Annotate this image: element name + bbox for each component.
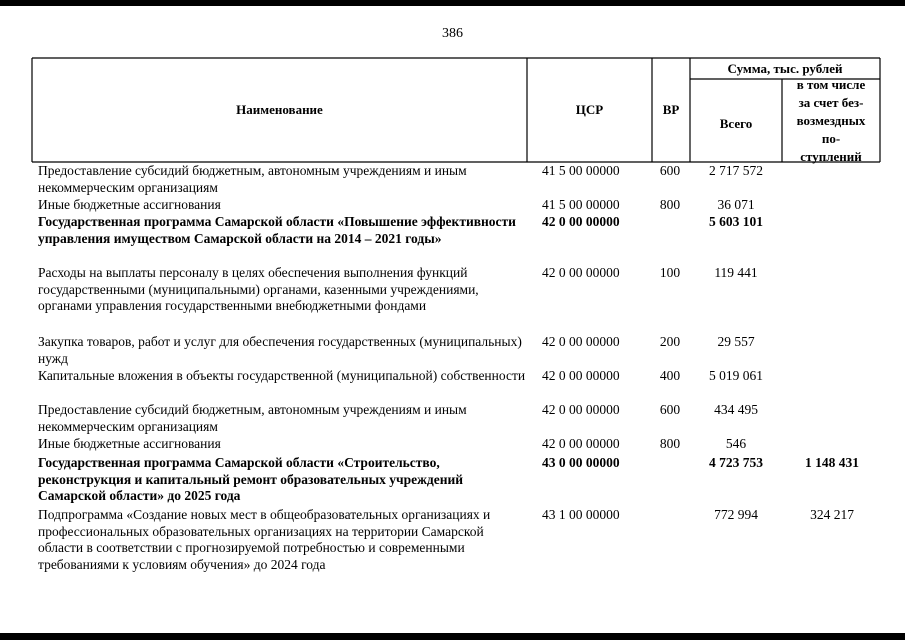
row-csr: 43 1 00 00000 [542,507,620,522]
row-csr: 41 5 00 00000 [542,163,620,178]
row-name: Закупка товаров, работ и услуг для обеспечения государственных (муниципальных) нужд [38,334,522,366]
row-vr: 600 [659,402,681,417]
header-grants-line: ступлений [800,148,862,164]
row-name: Предоставление субсидий бюджетным, автономным учреждениям и иным некоммерческим организациям [38,402,467,434]
row-vr: 800 [659,197,681,212]
row-total: 5 603 101 [709,214,763,229]
header-grants [782,76,880,164]
row-vr: 400 [659,368,681,383]
row-name: Государственная программа Самарской области «Повышение эффективности управления имуществом Самарской области на 2014 – 2021 годы» [38,214,516,246]
row-total: 4 723 753 [709,455,763,470]
row-csr: 41 5 00 00000 [542,197,620,212]
row-name: Иные бюджетные ассигнования [38,197,221,212]
header-total: Всего [719,115,753,131]
row-total: 434 495 [714,402,758,417]
header-vr: ВР [662,102,680,117]
header-sum: Сумма, тыс. рублей [727,60,843,76]
row-csr: 43 0 00 00000 [542,455,620,470]
row-name: Государственная программа Самарской области «Строительство, реконструкция и капитальный ремонт образовательных учреждений Самарской области» до 2025 года [38,455,464,503]
header-csr: ЦСР [575,102,604,117]
page-number: 386 [442,26,463,41]
header-name: Наименование [236,102,323,117]
row-name: Предоставление субсидий бюджетным, автономным учреждениям и иным некоммерческим организациям [38,163,467,195]
row-csr: 42 0 00 00000 [542,265,620,280]
header-grants-line: возмездных [796,112,866,128]
row-name: Подпрограмма «Создание новых мест в общеобразовательных организациях и профессиональных образовательных организациях на территории Самарской области в соответствии с прогнозируемой потребностью и современными требованиями к условиям обучения» до 2024 года [38,507,491,572]
row-grants: 1 148 431 [805,455,859,470]
row-total: 2 717 572 [709,163,763,178]
header-grants-line: в том числе [796,76,866,92]
row-grants: 324 217 [810,507,854,522]
header-grants-line: за счет без- [798,94,864,110]
row-total: 546 [725,436,747,451]
row-csr: 42 0 00 00000 [542,368,620,383]
row-name: Расходы на выплаты персоналу в целях обеспечения выполнения функций государственными (муниципальными) органами, казенными учреждениями, органами управления государственными внебюджетными фондами [38,265,479,313]
row-name: Иные бюджетные ассигнования [38,436,221,451]
row-total: 5 019 061 [709,368,763,383]
row-vr: 800 [659,436,681,451]
row-vr: 100 [659,265,681,280]
row-total: 29 557 [717,334,755,349]
row-total: 772 994 [714,507,758,522]
bottom-rule [0,633,905,640]
row-csr: 42 0 00 00000 [542,214,620,229]
row-total: 36 071 [717,197,755,212]
row-vr: 600 [659,163,681,178]
header-grants-line: по- [821,130,841,146]
row-csr: 42 0 00 00000 [542,402,620,417]
row-name: Капитальные вложения в объекты государственной (муниципальной) собственности [38,368,526,383]
row-csr: 42 0 00 00000 [542,436,620,451]
top-rule [0,0,905,6]
row-vr: 200 [659,334,681,349]
row-csr: 42 0 00 00000 [542,334,620,349]
row-total: 119 441 [714,265,758,280]
